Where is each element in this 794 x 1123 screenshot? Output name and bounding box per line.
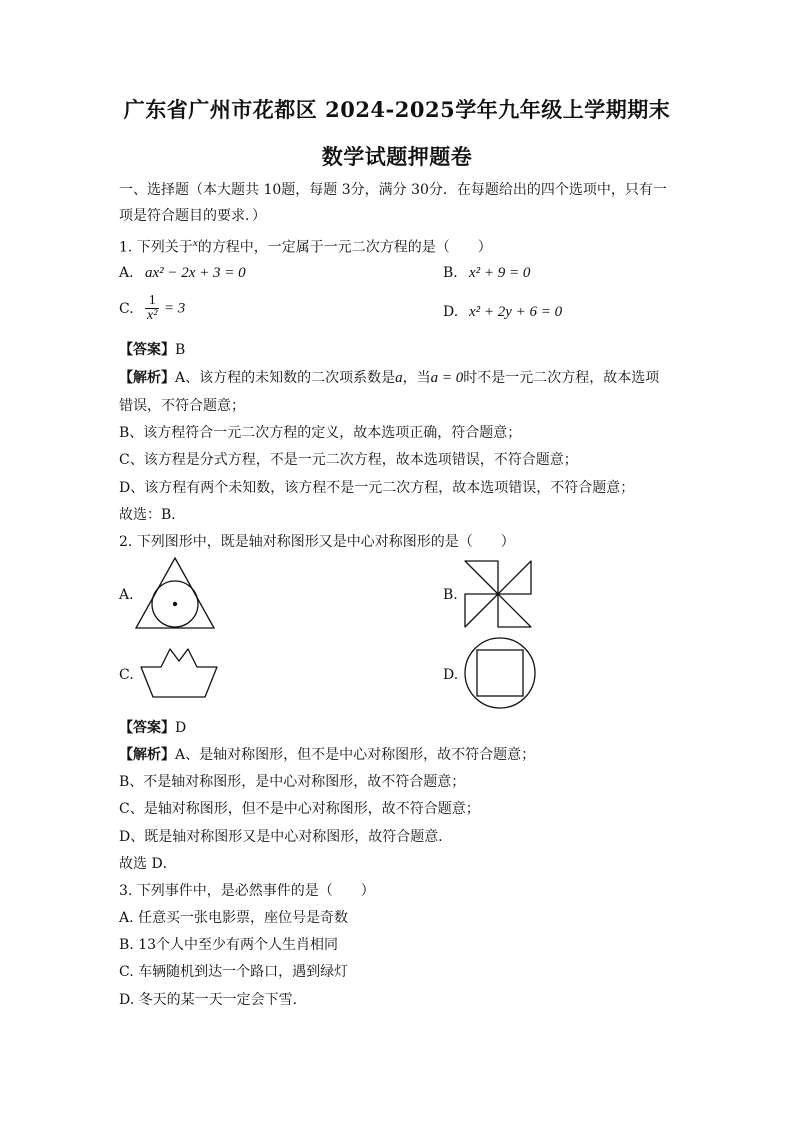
q1-stem-post: 的方程中，一定属于一元二次方程的是（ ）: [197, 239, 492, 256]
q1-option-c-denominator: x²: [147, 308, 158, 323]
q2-analysis-line-4: D、既是轴对称图形又是中心对称图形，故符合题意．: [119, 829, 453, 845]
q1-analysis-cond: a = 0: [430, 370, 464, 386]
q2-answer-tag: 【答案】: [119, 720, 175, 736]
q1-analysis-text-b: ，当: [402, 370, 431, 386]
q1-conclusion: 故选：B．: [119, 507, 186, 523]
q1-option-c-label: C.: [119, 300, 134, 317]
q1-option-d-label: D.: [443, 304, 459, 320]
q1-option-a-expr: ax² − 2x + 3 = 0: [145, 265, 246, 281]
q1-analysis-line-1: [119, 369, 679, 387]
q2-answer: [119, 719, 679, 737]
q1-analysis-line-3: B、该方程符合一元二次方程的定义，故本选项正确，符合题意；: [119, 425, 522, 441]
q1-analysis-tag: 【解析】: [119, 370, 175, 386]
q1-option-c-rhs: = 3: [163, 300, 186, 317]
q2-option-b-label: B.: [443, 587, 458, 603]
q1-option-c-numerator: 1: [145, 294, 159, 309]
q1-answer-tag: 【答案】: [119, 342, 175, 358]
q1-analysis-line-4: C、该方程是分式方程，不是一元二次方程，故本选项错误，不符合题意；: [119, 452, 578, 468]
q2-analysis-line-1: [119, 746, 679, 764]
q2-conclusion: 故选 D．: [119, 856, 177, 872]
q3-stem: 3. 下列事件中，是必然事件的是（ ）: [119, 883, 375, 899]
q2-analysis-text-1: A、是轴对称图形，但不是中心对称图形，故不符合题意；: [175, 747, 536, 763]
q1-stem: [119, 234, 679, 257]
q2-figure-triangle-circle: [134, 556, 216, 630]
q1-answer: [119, 341, 679, 359]
section-intro-cont: 项是符合题目的要求．）: [119, 208, 266, 224]
q1-option-c-fraction: [145, 294, 159, 323]
q2-stem: 2. 下列图形中，既是轴对称图形又是中心对称图形的是（ ）: [119, 534, 515, 550]
q1-option-b: [443, 264, 683, 282]
q1-analysis-line-5: D、该方程有两个未知数，该方程不是一元二次方程，故本选项错误，不符合题意；: [119, 480, 635, 496]
section-intro: 一、选择题（本大题共 10题，每题 3分，满分 30分．在每题给出的四个选项中，只有一: [119, 182, 667, 198]
q1-option-d-expr: x² + 2y + 6 = 0: [469, 304, 563, 320]
q1-option-d: [443, 303, 683, 321]
q1-stem-var: x: [192, 237, 198, 249]
q2-analysis-tag: 【解析】: [119, 747, 175, 763]
q1-analysis-text-a: A、该方程的未知数的二次项系数是: [175, 370, 396, 386]
q2-figure-pinwheel: [463, 559, 533, 629]
q1-option-b-expr: x² + 9 = 0: [469, 265, 531, 281]
q1-analysis-text-c: 时不是一元二次方程，故本选项: [463, 370, 660, 386]
exam-subtitle: 数学试题押题卷: [321, 144, 473, 169]
q2-option-a-label: A.: [119, 587, 134, 603]
q1-stem-pre: 1. 下列关于: [119, 239, 193, 256]
q3-option-a: A. 任意买一张电影票，座位号是奇数: [119, 910, 349, 926]
q2-option-c-label: C.: [119, 667, 134, 683]
q1-option-c: [119, 294, 419, 330]
q2-analysis-line-2: B、不是轴对称图形，是中心对称图形，故不符合题意；: [119, 774, 466, 790]
q1-analysis-line-2: 错误，不符合题意；: [119, 398, 245, 414]
q1-option-a: [119, 264, 419, 282]
q2-option-d-label: D.: [443, 667, 459, 683]
q2-answer-value: D: [175, 720, 187, 736]
exam-title: 广东省广州市花都区 2024-2025学年九年级上学期期末: [123, 97, 671, 122]
q1-answer-value: B: [175, 342, 186, 358]
q3-option-b: B. 13个人中至少有两个人生肖相同: [119, 937, 339, 953]
q2-figure-boat: [139, 647, 219, 699]
q2-figure-circle-square: [463, 636, 537, 710]
q1-option-a-label: A.: [119, 265, 134, 281]
q2-analysis-line-3: C、是轴对称图形，但不是中心对称图形，故不符合题意；: [119, 801, 480, 817]
q1-analysis-var: a: [395, 370, 403, 386]
q3-option-d: D. 冬天的某一天一定会下雪．: [119, 992, 307, 1008]
q1-option-b-label: B.: [443, 265, 458, 281]
q3-option-c: C. 车辆随机到达一个路口，遇到绿灯: [119, 964, 349, 980]
